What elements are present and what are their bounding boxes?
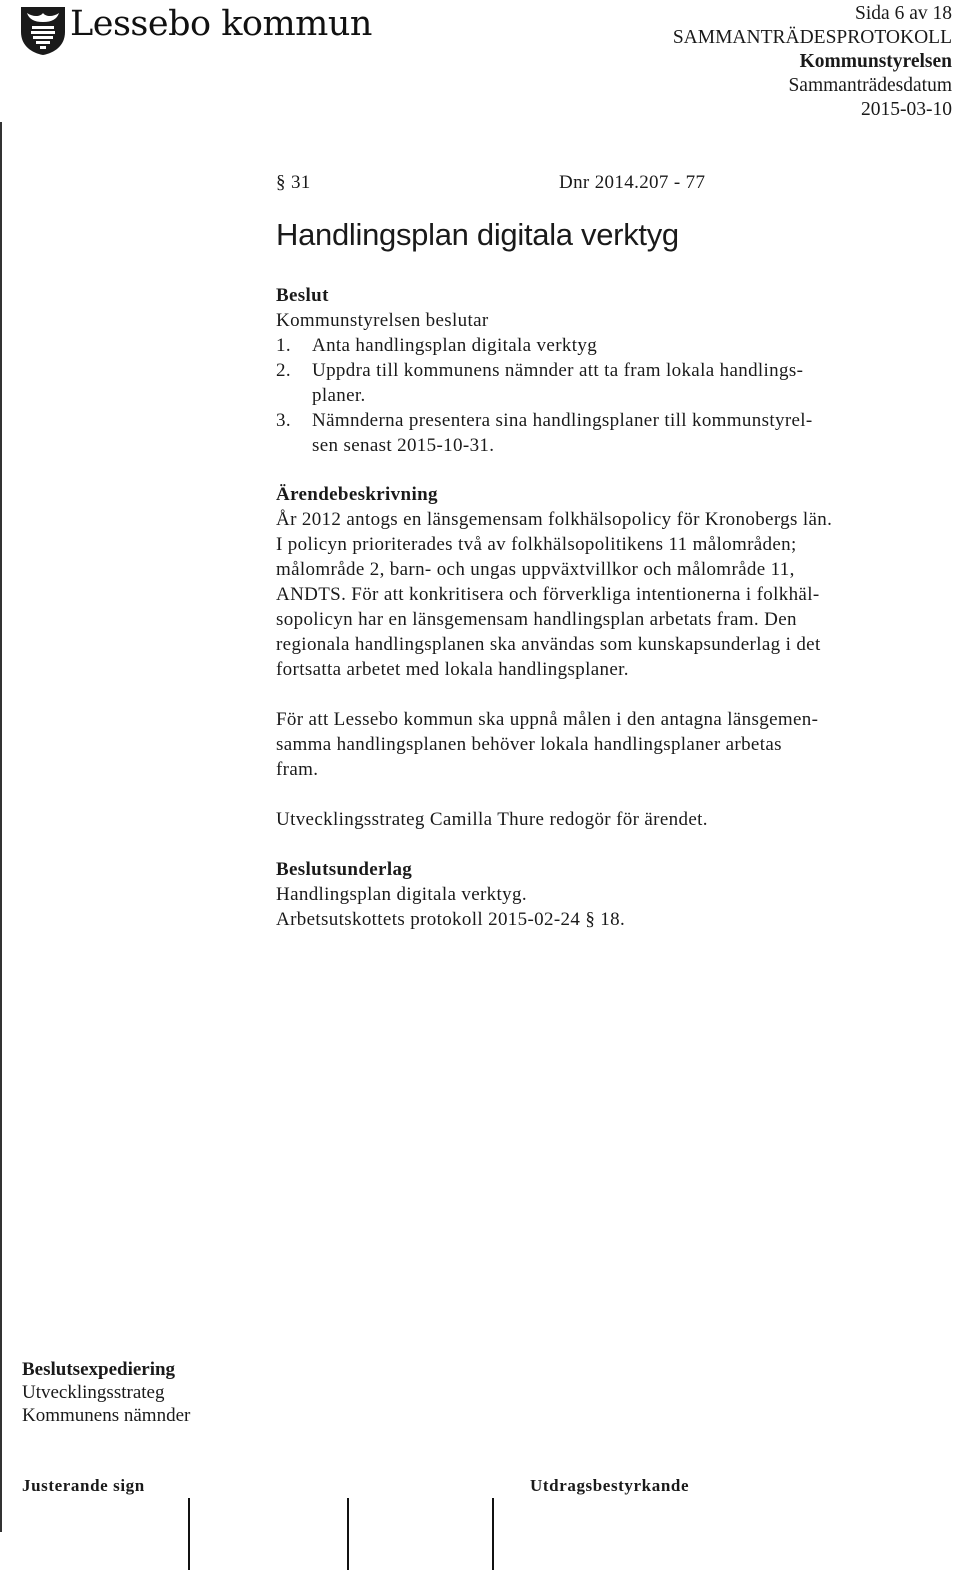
logo-text: Lessebo kommun (70, 4, 372, 44)
committee-name: Kommunstyrelsen (799, 51, 952, 72)
diary-number: Dnr 2014.207 - 77 (559, 172, 706, 193)
decision-basis-heading: Beslutsunderlag (276, 859, 413, 880)
meeting-date-label: Sammanträdesdatum (788, 75, 952, 96)
case-description-heading: Ärendebeskrivning (276, 484, 438, 505)
decision-list (276, 333, 956, 458)
paragraph-number: § 31 (276, 172, 311, 193)
document-type: SAMMANTRÄDESPROTOKOLL (672, 27, 952, 48)
list-item: 2. Uppdra till kommunens nämnder att ta fram lokala handlings- planer. (276, 360, 804, 406)
decision-basis-list: Handlingsplan digitala verktyg. Arbetsutskottets protokoll 2015-02-24 § 18. (276, 884, 626, 930)
margin-rule (0, 122, 2, 1532)
page-number: Sida 6 av 18 (855, 3, 952, 24)
case-description-paragraph-1: År 2012 antogs en länsgemensam folkhälsopolicy för Kronobergs län. I policyn prioriterades två av folkhälsopolitikens 11 målområden; målområde 2, barn- och ungas uppväxtvillkor och målområde 11, ANDTS. För att konkritisera och förverkliga intentionerna i folkhäl- sopolicyn har en länsgemensam handlingsplan arbetats fram. Den regionala handlingsplanen ska användas som kunskapsunderlag i det fortsatta arbetet med lokala handlingsplaner. (276, 509, 833, 680)
meeting-date: 2015-03-10 (861, 99, 952, 120)
distribution-recipient: Utvecklingsstrateg (22, 1382, 165, 1403)
coat-of-arms-icon (18, 4, 68, 56)
decision-heading: Beslut (276, 285, 329, 306)
case-description-paragraph-2: För att Lessebo kommun ska uppnå målen i den antagna länsgemen- samma handlingsplanen behöver lokala handlingsplaner arbetas fram. (276, 709, 819, 780)
signature-box-divider (188, 1498, 190, 1570)
distribution-recipient: Kommunens nämnder (22, 1405, 191, 1426)
list-item: 3. Nämnderna presentera sina handlingsplaner till kommunstyrel- sen senast 2015-10-31. (276, 410, 813, 456)
decision-intro: Kommunstyrelsen beslutar (276, 310, 489, 331)
list-item: 1. Anta handlingsplan digitala verktyg (276, 335, 598, 356)
item-title: Handlingsplan digitala verktyg (276, 217, 679, 252)
signature-box-divider (347, 1498, 349, 1570)
case-description-paragraph-3: Utvecklingsstrateg Camilla Thure redogör för ärendet. (276, 809, 708, 830)
extract-certification-label: Utdragsbestyrkande (530, 1476, 690, 1495)
adjuster-signature-label: Justerande sign (22, 1476, 145, 1495)
distribution-block (22, 1358, 190, 1427)
signature-box-divider (492, 1498, 494, 1570)
paragraph-header (276, 170, 956, 195)
protocol-body (276, 170, 956, 932)
distribution-heading: Beslutsexpediering (22, 1359, 176, 1380)
